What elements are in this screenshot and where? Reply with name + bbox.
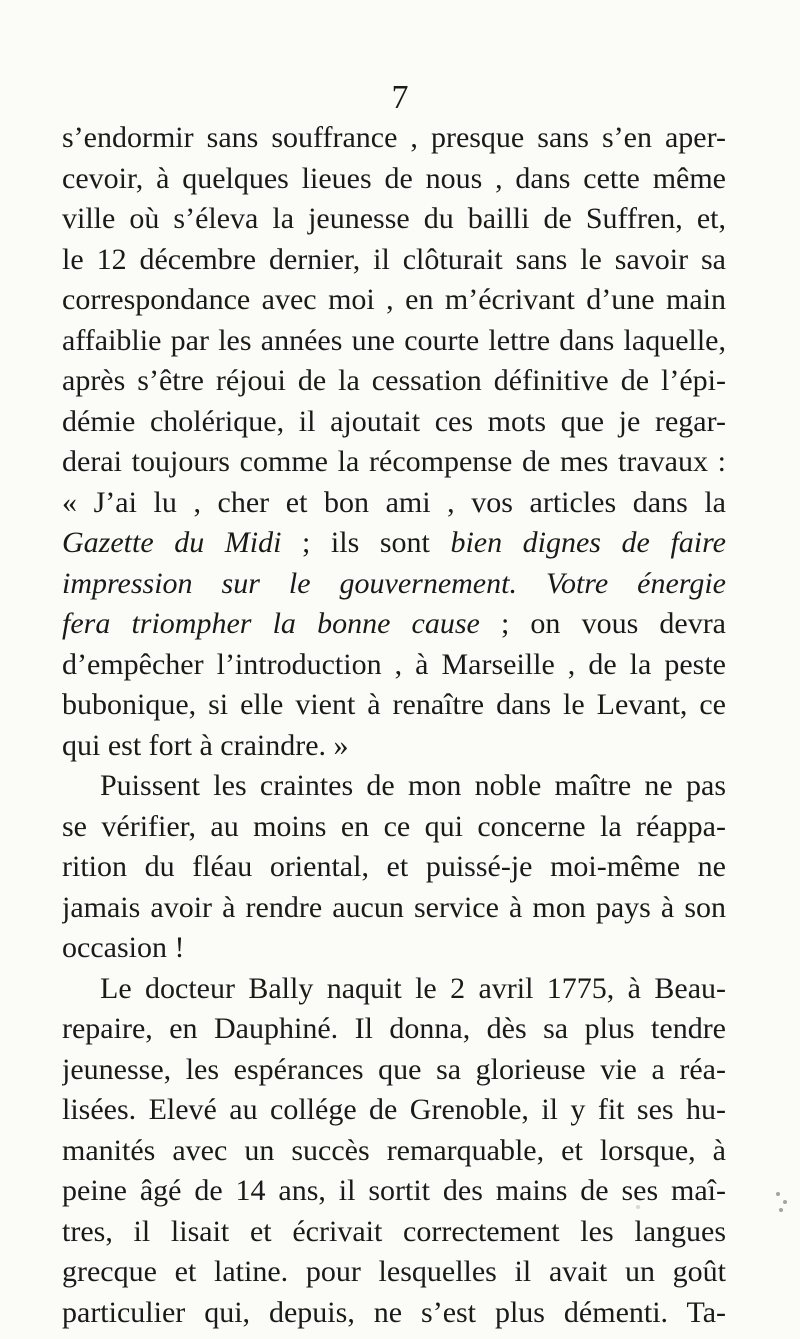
text-line <box>62 645 726 686</box>
text-line <box>62 523 726 564</box>
text-line <box>62 928 726 969</box>
text-line <box>62 483 726 524</box>
text-line <box>62 1090 726 1131</box>
text-line <box>62 321 726 362</box>
text-segment: démie cholérique, il ajoutait ces mots que je regar- <box>62 404 726 438</box>
italic-text-segment: bien dignes de faire <box>450 526 726 559</box>
text-segment: affaiblie par les années une courte lettre dans laquelle, <box>62 323 726 357</box>
text-segment: particulier qui, depuis, ne s’est plus démenti. Ta- <box>62 1295 726 1329</box>
text-line <box>62 685 726 726</box>
text-segment: ville où s’éleva la jeunesse du bailli de Suffren, et, <box>62 202 726 235</box>
text-line <box>62 726 726 767</box>
text-segment: ; on vous devra <box>479 607 726 640</box>
text-segment: occasion ! <box>62 931 185 964</box>
scan-speck <box>776 1192 780 1196</box>
text-line <box>62 361 726 402</box>
text-line <box>62 118 726 159</box>
text-segment: Le docteur Bally naquit le 2 avril 1775, à Beau- <box>100 971 726 1005</box>
text-segment: qui est fort à craindre. » <box>62 728 349 762</box>
text-line <box>62 604 726 645</box>
text-segment: rition du fléau oriental, et puissé-je moi-même ne <box>62 850 726 883</box>
text-line <box>62 1131 726 1172</box>
text-segment: tres, il lisait et écrivait correctement les langues <box>62 1214 726 1248</box>
scan-speck <box>783 1200 787 1204</box>
italic-text-segment: fera triompher la bonne cause <box>62 607 480 640</box>
text-line <box>62 240 726 281</box>
text-line <box>62 402 726 443</box>
text-line <box>62 1009 726 1050</box>
text-segment: Puissent les craintes de mon noble maître ne pas <box>100 769 726 802</box>
text-segment: jeunesse, les espérances que sa glorieuse vie a réa- <box>62 1052 726 1086</box>
scan-speck <box>636 1205 640 1209</box>
text-segment: lisées. Elevé au collége de Grenoble, il y fit ses hu- <box>62 1093 726 1126</box>
text-line <box>62 1050 726 1091</box>
text-segment: jamais avoir à rendre aucun service à mon pays à son <box>62 890 726 924</box>
text-line <box>62 888 726 929</box>
text-segment: repaire, en Dauphiné. Il donna, dès sa plus tendre <box>62 1012 726 1045</box>
text-segment: correspondance avec moi , en m’écrivant d’une main <box>62 283 726 316</box>
text-segment: derai toujours comme la récompense de mes travaux : <box>62 445 726 478</box>
text-segment: ; ils sont <box>281 526 451 559</box>
text-line <box>62 807 726 848</box>
text-line <box>62 1252 726 1293</box>
text-segment: peine âgé de 14 ans, il sortit des mains de ses maî- <box>62 1174 726 1207</box>
scan-speck <box>779 1208 783 1212</box>
text-segment: se vérifier, au moins en ce qui concerne la réappa- <box>62 809 726 843</box>
text-line <box>62 199 726 240</box>
text-segment: après s’être réjoui de la cessation définitive de l’épi- <box>62 364 726 397</box>
text-segment: d’empêcher l’introduction , à Marseille , de la peste <box>62 647 726 681</box>
text-segment: cevoir, à quelques lieues de nous , dans cette même <box>62 161 726 195</box>
text-segment: s’endormir sans souffrance , presque sans s’en aper- <box>62 121 726 154</box>
text-line <box>62 1171 726 1212</box>
text-line <box>62 1212 726 1253</box>
text-line <box>62 442 726 483</box>
text-line <box>62 847 726 888</box>
text-segment: bubonique, si elle vient à renaître dans le Levant, ce <box>62 688 726 721</box>
text-segment: le 12 décembre dernier, il clôturait sans le savoir sa <box>62 242 726 276</box>
text-line <box>62 1293 726 1334</box>
page-number: 7 <box>391 79 409 116</box>
italic-text-segment: Gazette du Midi <box>62 526 282 559</box>
text-line <box>62 766 726 807</box>
text-line <box>62 280 726 321</box>
text-line <box>62 159 726 200</box>
text-segment: « J’ai lu , cher et bon ami , vos articles dans la <box>62 485 726 519</box>
text-line <box>62 969 726 1010</box>
body-text <box>62 118 726 1333</box>
text-segment: grecque et latine. pour lesquelles il avait un goût <box>62 1255 726 1288</box>
text-segment: manités avec un succès remarquable, et lorsque, à <box>62 1133 726 1167</box>
italic-text-segment: impression sur le gouvernement. Votre énergie <box>62 566 726 600</box>
text-line <box>62 564 726 605</box>
